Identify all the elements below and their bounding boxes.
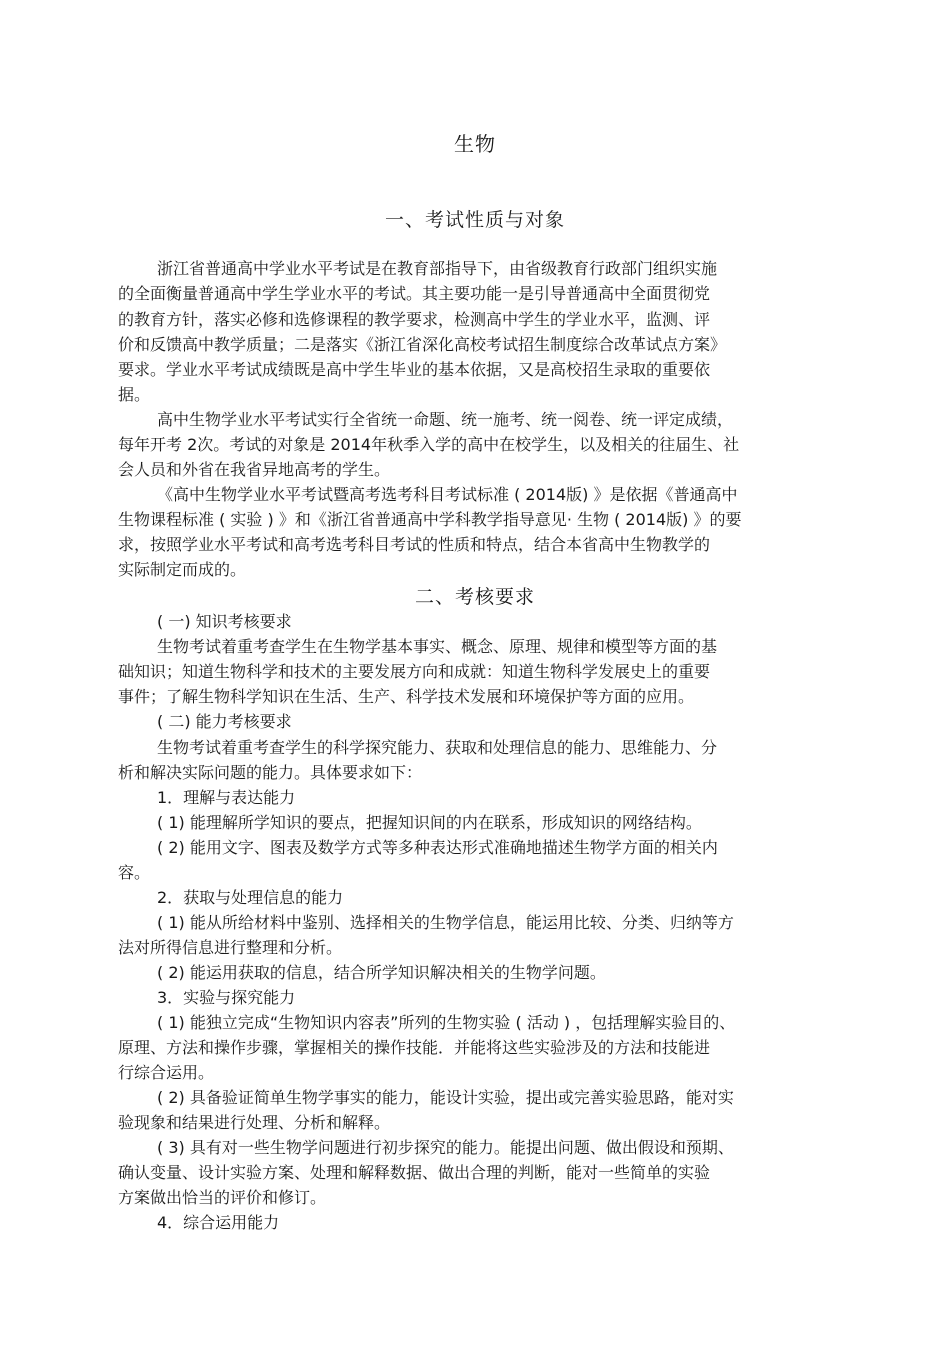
paragraph-line: 原理、方法和操作步骤，掌握相关的操作技能．并能将这些实验涉及的方法和技能进 — [118, 1038, 711, 1057]
paragraph-line: 生物考试着重考查学生在生物学基本事实、概念、原理、规律和模型等方面的基 — [157, 637, 718, 656]
paragraph-line: 析和解决实际问题的能力。具体要求如下： — [118, 763, 423, 782]
list-item-heading: 1．理解与表达能力 — [157, 788, 296, 807]
paragraph-line: 每年开考 2次。考试的对象是 2014年秋季入学的高中在校学生，以及相关的往届生、社 — [118, 435, 740, 454]
paragraph-line: ( 2) 能用文字、图表及数学方式等多种表达形式准确地描述生物学方面的相关内 — [157, 838, 718, 857]
paragraph-line: 高中生物学业水平考试实行全省统一命题、统一施考、统一阅卷、统一评定成绩， — [157, 410, 734, 429]
paragraph-line: 生物课程标准 ( 实验 ) 》和《浙江省普通高中学科教学指导意见· 生物 ( 2014版) 》的要 — [118, 510, 742, 529]
paragraph-line: 会人员和外省在我省异地高考的学生。 — [118, 460, 391, 479]
paragraph-line: 事件；了解生物科学知识在生活、生产、科学技术发展和环境保护等方面的应用。 — [118, 687, 695, 706]
document-title: 生物 — [454, 132, 496, 156]
subsection-heading: ( 一) 知识考核要求 — [157, 612, 292, 631]
paragraph-line: 实际制定而成的。 — [118, 560, 247, 579]
paragraph-line: ( 2) 能运用获取的信息，结合所学知识解决相关的生物学问题。 — [157, 963, 606, 982]
paragraph-line: 容。 — [118, 863, 151, 882]
paragraph-line: ( 2) 具备验证简单生物学事实的能力，能设计实验，提出或完善实验思路，能对实 — [157, 1088, 734, 1107]
paragraph-line: 浙江省普通高中学业水平考试是在教育部指导下，由省级教育行政部门组织实施 — [157, 259, 718, 278]
paragraph-line: 验现象和结果进行处理、分析和解释。 — [118, 1113, 391, 1132]
subsection-heading: ( 二) 能力考核要求 — [157, 712, 292, 731]
paragraph-line: 要求。学业水平考试成绩既是高中学生毕业的基本依据，又是高校招生录取的重要依 — [118, 360, 711, 379]
paragraph-line: 的教育方针，落实必修和选修课程的教学要求，检测高中学生的学业水平，监测、评 — [118, 310, 711, 329]
list-item-heading: 3．实验与探究能力 — [157, 988, 296, 1007]
paragraph-line: 础知识；知道生物科学和技术的主要发展方向和成就：知道生物科学发展史上的重要 — [118, 662, 711, 681]
paragraph-line: 求，按照学业水平考试和高考选考科目考试的性质和特点，结合本省高中生物教学的 — [118, 535, 711, 554]
paragraph-line: ( 1) 能独立完成“生物知识内容表”所列的生物实验 ( 活动 ) ，包括理解实验目的、 — [157, 1013, 736, 1032]
paragraph-line: ( 1) 能从所给材料中鉴别、选择相关的生物学信息，能运用比较、分类、归纳等方 — [157, 913, 734, 932]
paragraph-line: ( 1) 能理解所学知识的要点，把握知识间的内在联系，形成知识的网络结构。 — [157, 813, 702, 832]
paragraph-line: 行综合运用。 — [118, 1063, 215, 1082]
paragraph-line: 价和反馈高中教学质量；二是落实《浙江省深化高校考试招生制度综合改革试点方案》 — [118, 335, 727, 354]
paragraph-line: 生物考试着重考查学生的科学探究能力、获取和处理信息的能力、思维能力、分 — [157, 738, 718, 757]
section-heading: 二、考核要求 — [414, 586, 535, 608]
paragraph-line: 方案做出恰当的评价和修订。 — [118, 1188, 327, 1207]
paragraph-line: 《高中生物学业水平考试暨高考选考科目考试标准 ( 2014版) 》是依据《普通高中 — [157, 485, 738, 504]
section-heading: 一、考试性质与对象 — [384, 209, 565, 231]
paragraph-line: 法对所得信息进行整理和分析。 — [118, 938, 343, 957]
paragraph-line: ( 3) 具有对一些生物学问题进行初步探究的能力。能提出问题、做出假设和预期、 — [157, 1138, 734, 1157]
list-item-heading: 4．综合运用能力 — [157, 1213, 280, 1232]
paragraph-line: 据。 — [118, 385, 151, 404]
paragraph-line: 的全面衡量普通高中学生学业水平的考试。其主要功能一是引导普通高中全面贯彻党 — [118, 284, 711, 303]
list-item-heading: 2．获取与处理信息的能力 — [157, 888, 344, 907]
paragraph-line: 确认变量、设计实验方案、处理和解释数据、做出合理的判断，能对一些简单的实验 — [118, 1163, 711, 1182]
